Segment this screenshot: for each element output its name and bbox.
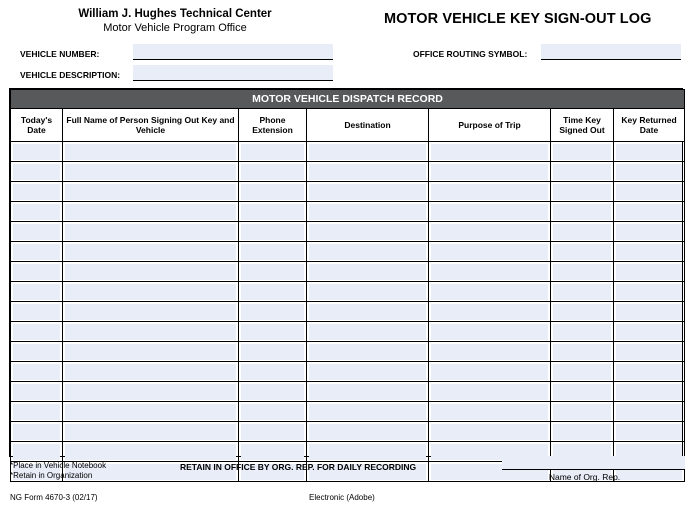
returned-date-input[interactable] [616, 164, 682, 180]
phone-extension-input[interactable] [241, 364, 304, 380]
table-cell [11, 422, 63, 442]
full-name-input[interactable] [65, 204, 236, 220]
table-cell [11, 262, 63, 282]
table-cell [63, 402, 239, 422]
destination-input[interactable] [309, 364, 426, 380]
table-cell [307, 182, 429, 202]
table-cell [63, 442, 239, 462]
table-cell [429, 242, 551, 262]
time-out-input[interactable] [553, 344, 611, 360]
table-cell [307, 362, 429, 382]
destination-input[interactable] [309, 284, 426, 300]
table-row [11, 362, 685, 382]
table-row [11, 422, 685, 442]
table-cell [11, 382, 63, 402]
returned-date-input[interactable] [616, 404, 682, 420]
table-row [11, 162, 685, 182]
date-input[interactable] [13, 304, 60, 320]
table-cell [63, 362, 239, 382]
vehicle-number-label: VEHICLE NUMBER: [20, 49, 100, 59]
table-cell [429, 202, 551, 222]
date-input[interactable] [13, 404, 60, 420]
table-body [11, 142, 685, 482]
table-cell [239, 282, 307, 302]
phone-extension-input[interactable] [241, 264, 304, 280]
time-out-input[interactable] [553, 204, 611, 220]
table-cell [63, 222, 239, 242]
table-cell [307, 322, 429, 342]
phone-extension-input[interactable] [241, 424, 304, 440]
table-cell [429, 182, 551, 202]
time-out-input[interactable] [553, 364, 611, 380]
table-cell [63, 282, 239, 302]
returned-date-input[interactable] [616, 204, 682, 220]
purpose-input[interactable] [431, 364, 548, 380]
table-cell [307, 422, 429, 442]
full-name-input[interactable] [65, 264, 236, 280]
table-cell [551, 382, 614, 402]
table-cell [239, 362, 307, 382]
col-phone-extension: Phone Extension [239, 109, 307, 142]
table-cell [239, 242, 307, 262]
table-cell [429, 302, 551, 322]
date-input[interactable] [13, 284, 60, 300]
destination-input[interactable] [309, 344, 426, 360]
table-cell [551, 242, 614, 262]
table-cell [614, 362, 685, 382]
table-cell [429, 342, 551, 362]
table-cell [614, 422, 685, 442]
org-rep-label: Name of Org. Rep. [548, 472, 621, 482]
returned-date-input[interactable] [616, 324, 682, 340]
table-cell [551, 222, 614, 242]
date-input[interactable] [13, 384, 60, 400]
table-cell [239, 202, 307, 222]
returned-date-input[interactable] [616, 284, 682, 300]
vehicle-number-field[interactable] [133, 44, 333, 60]
table-cell [429, 282, 551, 302]
dispatch-record-table [9, 88, 683, 457]
table-cell [11, 182, 63, 202]
table-cell [614, 202, 685, 222]
phone-extension-input[interactable] [241, 244, 304, 260]
table-row [11, 302, 685, 322]
table-cell [551, 142, 614, 162]
table-cell [614, 282, 685, 302]
table-cell [239, 142, 307, 162]
destination-input[interactable] [309, 144, 426, 160]
table-cell [614, 302, 685, 322]
table-cell [307, 342, 429, 362]
table-cell [551, 162, 614, 182]
date-input[interactable] [13, 364, 60, 380]
table-cell [307, 142, 429, 162]
full-name-input[interactable] [65, 444, 236, 460]
phone-extension-input[interactable] [241, 144, 304, 160]
returned-date-input[interactable] [616, 264, 682, 280]
destination-input[interactable] [309, 264, 426, 280]
col-key-returned-date: Key Returned Date [614, 109, 685, 142]
purpose-input[interactable] [431, 304, 548, 320]
table-cell [614, 402, 685, 422]
destination-input[interactable] [309, 184, 426, 200]
time-out-input[interactable] [553, 224, 611, 240]
table-cell [307, 442, 429, 462]
table-cell [429, 162, 551, 182]
table-cell [63, 382, 239, 402]
table-cell [429, 362, 551, 382]
returned-date-input[interactable] [616, 224, 682, 240]
table-cell [239, 342, 307, 362]
full-name-input[interactable] [65, 164, 236, 180]
table-cell [551, 362, 614, 382]
office-name: Motor Vehicle Program Office [103, 22, 247, 34]
full-name-input[interactable] [65, 344, 236, 360]
col-todays-date: Today's Date [11, 109, 63, 142]
table-cell [614, 182, 685, 202]
date-input[interactable] [13, 444, 60, 460]
purpose-input[interactable] [431, 324, 548, 340]
table-cell [63, 142, 239, 162]
table-cell [551, 182, 614, 202]
table-row [11, 222, 685, 242]
table-cell [239, 322, 307, 342]
table-row [11, 202, 685, 222]
full-name-input[interactable] [65, 384, 236, 400]
table-row [11, 282, 685, 302]
table-cell [63, 322, 239, 342]
table-row [11, 182, 685, 202]
table-cell [239, 162, 307, 182]
table-cell [11, 142, 63, 162]
table-cell [551, 282, 614, 302]
purpose-input[interactable] [431, 284, 548, 300]
col-full-name: Full Name of Person Signing Out Key and Vehicle [63, 109, 239, 142]
table-cell [551, 342, 614, 362]
table-cell [239, 222, 307, 242]
table-cell [307, 382, 429, 402]
phone-extension-input[interactable] [241, 284, 304, 300]
table-cell [429, 402, 551, 422]
table-cell [11, 222, 63, 242]
table-cell [11, 442, 63, 462]
table-row [11, 382, 685, 402]
table-cell [11, 362, 63, 382]
purpose-input[interactable] [431, 164, 548, 180]
full-name-input[interactable] [65, 184, 236, 200]
full-name-input[interactable] [65, 304, 236, 320]
destination-input[interactable] [309, 164, 426, 180]
purpose-input[interactable] [431, 264, 548, 280]
destination-input[interactable] [309, 404, 426, 420]
table-cell [429, 322, 551, 342]
destination-input[interactable] [309, 204, 426, 220]
table-row [11, 242, 685, 262]
date-input[interactable] [13, 204, 60, 220]
table-cell [429, 382, 551, 402]
purpose-input[interactable] [431, 224, 548, 240]
full-name-input[interactable] [65, 284, 236, 300]
returned-date-input[interactable] [616, 184, 682, 200]
destination-input[interactable] [309, 424, 426, 440]
purpose-input[interactable] [431, 204, 548, 220]
phone-extension-input[interactable] [241, 344, 304, 360]
table-cell [63, 422, 239, 442]
table-cell [429, 422, 551, 442]
electronic-note: Electronic (Adobe) [309, 493, 375, 502]
table-cell [614, 342, 685, 362]
table-cell [239, 422, 307, 442]
table-cell [614, 162, 685, 182]
table-cell [429, 222, 551, 242]
purpose-input[interactable] [431, 144, 548, 160]
table-cell [614, 142, 685, 162]
date-input[interactable] [13, 144, 60, 160]
table-cell [307, 222, 429, 242]
table-cell [307, 282, 429, 302]
vehicle-description-label: VEHICLE DESCRIPTION: [20, 70, 121, 80]
destination-input[interactable] [309, 384, 426, 400]
date-input[interactable] [13, 424, 60, 440]
destination-input[interactable] [309, 444, 426, 460]
phone-extension-input[interactable] [241, 204, 304, 220]
phone-extension-input[interactable] [241, 384, 304, 400]
date-input[interactable] [13, 184, 60, 200]
form-title: MOTOR VEHICLE KEY SIGN-OUT LOG [384, 11, 652, 27]
full-name-input[interactable] [65, 244, 236, 260]
returned-date-input[interactable] [616, 244, 682, 260]
table-cell [11, 322, 63, 342]
office-routing-symbol-field[interactable] [541, 44, 681, 60]
table-cell [614, 222, 685, 242]
destination-input[interactable] [309, 324, 426, 340]
date-input[interactable] [13, 164, 60, 180]
date-input[interactable] [13, 244, 60, 260]
phone-extension-input[interactable] [241, 224, 304, 240]
table-cell [239, 442, 307, 462]
col-destination: Destination [307, 109, 429, 142]
table-cell [239, 302, 307, 322]
table-cell [239, 382, 307, 402]
date-input[interactable] [13, 264, 60, 280]
time-out-input[interactable] [553, 404, 611, 420]
table-cell [239, 182, 307, 202]
purpose-input[interactable] [431, 344, 548, 360]
date-input[interactable] [13, 224, 60, 240]
full-name-input[interactable] [65, 364, 236, 380]
table-cell [63, 182, 239, 202]
full-name-input[interactable] [65, 144, 236, 160]
destination-input[interactable] [309, 244, 426, 260]
note-vehicle-notebook: *Place in Vehicle Notebook [10, 461, 107, 470]
table-cell [551, 302, 614, 322]
returned-date-input[interactable] [616, 144, 682, 160]
table-cell [239, 262, 307, 282]
table-cell [63, 302, 239, 322]
table-cell [63, 262, 239, 282]
date-input[interactable] [13, 324, 60, 340]
table-cell [551, 262, 614, 282]
returned-date-input[interactable] [616, 384, 682, 400]
table-cell [239, 402, 307, 422]
table-cell [307, 302, 429, 322]
form-number: NG Form 4670-3 (02/17) [10, 493, 98, 502]
time-out-input[interactable] [553, 324, 611, 340]
retain-instruction: RETAIN IN OFFICE BY ORG. REP. FOR DAILY RECORDING [180, 462, 417, 472]
table-cell [429, 142, 551, 162]
table-cell [307, 262, 429, 282]
time-out-input[interactable] [553, 304, 611, 320]
table-cell [307, 202, 429, 222]
table-cell [11, 242, 63, 262]
table-row [11, 402, 685, 422]
table-row [11, 142, 685, 162]
col-purpose-of-trip: Purpose of Trip [429, 109, 551, 142]
table-cell [551, 202, 614, 222]
phone-extension-input[interactable] [241, 324, 304, 340]
table-cell [307, 162, 429, 182]
time-out-input[interactable] [553, 384, 611, 400]
table-cell [429, 262, 551, 282]
time-out-input[interactable] [553, 184, 611, 200]
phone-extension-input[interactable] [241, 304, 304, 320]
time-out-input[interactable] [553, 264, 611, 280]
table-title: MOTOR VEHICLE DISPATCH RECORD [11, 90, 685, 109]
office-routing-symbol-label: OFFICE ROUTING SYMBOL: [413, 49, 528, 59]
table-cell [614, 322, 685, 342]
time-out-input[interactable] [553, 164, 611, 180]
table-cell [11, 282, 63, 302]
phone-extension-input[interactable] [241, 184, 304, 200]
time-out-input[interactable] [553, 424, 611, 440]
table-cell [63, 342, 239, 362]
returned-date-input[interactable] [616, 364, 682, 380]
purpose-input[interactable] [431, 424, 548, 440]
full-name-input[interactable] [65, 404, 236, 420]
returned-date-input[interactable] [616, 304, 682, 320]
purpose-input[interactable] [431, 404, 548, 420]
table-cell [11, 402, 63, 422]
returned-date-input[interactable] [616, 344, 682, 360]
table-row [11, 342, 685, 362]
col-time-key-signed-out: Time Key Signed Out [551, 109, 614, 142]
table-cell [63, 162, 239, 182]
table-cell [614, 242, 685, 262]
table-cell [63, 202, 239, 222]
returned-date-input[interactable] [616, 424, 682, 440]
purpose-input[interactable] [431, 384, 548, 400]
phone-extension-input[interactable] [241, 404, 304, 420]
phone-extension-input[interactable] [241, 444, 304, 460]
table-cell [63, 242, 239, 262]
table-row [11, 262, 685, 282]
full-name-input[interactable] [65, 424, 236, 440]
date-input[interactable] [13, 344, 60, 360]
table-row [11, 322, 685, 342]
table-cell [307, 242, 429, 262]
destination-input[interactable] [309, 304, 426, 320]
table-cell [551, 402, 614, 422]
table-cell [614, 262, 685, 282]
time-out-input[interactable] [553, 244, 611, 260]
time-out-input[interactable] [553, 284, 611, 300]
full-name-input[interactable] [65, 224, 236, 240]
full-name-input[interactable] [65, 324, 236, 340]
note-retain-organization: *Retain in Organization [10, 471, 93, 480]
purpose-input[interactable] [431, 184, 548, 200]
org-rep-name-field[interactable] [502, 456, 685, 470]
time-out-input[interactable] [553, 144, 611, 160]
table-cell [11, 202, 63, 222]
table-cell [551, 422, 614, 442]
destination-input[interactable] [309, 224, 426, 240]
table-cell [551, 322, 614, 342]
table-cell [11, 342, 63, 362]
table-cell [11, 162, 63, 182]
vehicle-description-field[interactable] [133, 65, 333, 81]
table-cell [614, 382, 685, 402]
table-cell [11, 302, 63, 322]
org-name: William J. Hughes Technical Center [78, 8, 272, 20]
table-cell [307, 402, 429, 422]
purpose-input[interactable] [431, 244, 548, 260]
phone-extension-input[interactable] [241, 164, 304, 180]
